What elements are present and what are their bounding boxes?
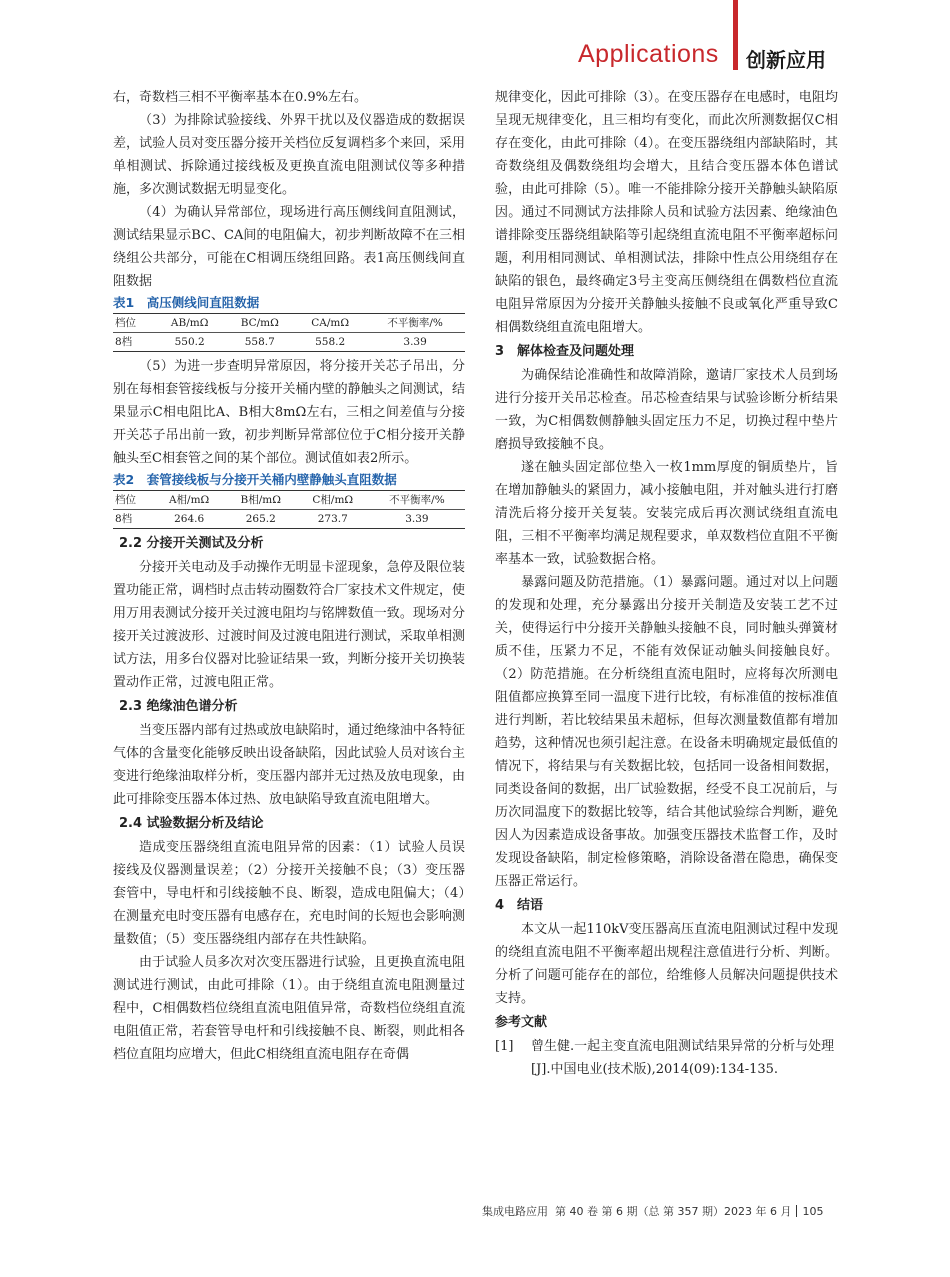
table-header-cell: 档位 [113,491,153,510]
references-heading: 参考文献 [495,1015,548,1030]
table-cell: 265.2 [225,510,297,529]
reference-number: [1] [495,1039,514,1054]
table-cell: 3.39 [365,333,465,352]
table-header-cell: AB/mΩ [155,314,225,333]
table-cell: 558.2 [295,333,365,352]
paragraph: 暴露问题及防范措施。（1）暴露问题。通过对以上问题的发现和处理，充分暴露出分接开关制造及安装工艺不过关，使得运行中分接开关静触头接触不良，同时触头弹簧材质不佳，压紧力不足，不能有效保证动触头间接触良好。（2）防范措施。在分析绕组直流电阻时，应将每次所测电阻值都应换算至同一温度下进行比较，有标准值的按标准值进行判断，若比较结果虽未超标，但每次测量数值都有增加趋势，这种情况也须引起注意。在设备未明确规定最低值的情况下，将结果与有关数据比较，包括同一设备相间数据，同类设备间的数据，出厂试验数据，经受不良工况前后，与历次同温度下的数据比较等，结合其他试验综合判断，避免因人为因素造成设备事故。加强变压器技术监督工作，及时发现设备缺陷，制定检修策略，消除设备潜在隐患，确保变压器正常运行。 [495,575,838,889]
paragraph: 右，奇数档三相不平衡率基本在0.9%左右。 [113,90,368,105]
table1-caption: 表1 高压侧线间直阻数据 [113,295,260,310]
section-heading: 2.3 绝缘油色谱分析 [119,699,238,714]
reference-item [495,1035,838,1081]
table-header-cell: A相/mΩ [153,491,225,510]
table-row [113,333,465,352]
reference-text: 曾生健.一起主变直流电阻测试结果异常的分析与处理[J].中国电业(技术版),2014(09):134-135. [531,1039,835,1077]
table-header-cell: B相/mΩ [225,491,297,510]
table2 [113,490,465,529]
table-cell: 558.7 [224,333,295,352]
section-heading: 2.4 试验数据分析及结论 [119,816,264,831]
paragraph: 规律变化，因此可排除（3）。在变压器存在电感时，电阻均呈现无规律变化，且三相均有变化，而此次所测数据仅C相存在变化，由此可排除（4）。在变压器绕组内部缺陷时，其奇数绕组及偶数绕组均会增大，且结合变压器本体色谱试验，由此可排除（5）。唯一不能排除分接开关静触头缺陷原因。通过不同测试方法排除人员和试验方法因素、绝缘油色谱排除变压器绕组缺陷等引起绕组直流电阻不平衡率超标问题，利用相同测试、单相测试法，排除中性点公用绕组存在缺陷的银色，最终确定3号主变高压侧绕组在偶数档位直流电阻异常原因为分接开关静触头接触不良或氧化严重导致C相偶数绕组直流电阻增大。 [495,90,838,335]
table-row [113,510,465,529]
table2-caption: 表2 套管接线板与分接开关桶内壁静触头直阻数据 [113,472,397,487]
table1 [113,313,465,352]
table-header-cell: CA/mΩ [295,314,365,333]
paragraph: 分接开关电动及手动操作无明显卡涩现象，急停及限位装置功能正常，调档时点击转动圈数符合厂家技术文件规定，使用万用表测试分接开关过渡电阻均与铭牌数值一致。现场对分接开关过渡波形、过渡时间及过渡电阻进行测试，采取单相测试方法，用多台仪器对比验证结果一致，判断分接开关切换装置动作正常，过渡电阻正常。 [113,560,465,690]
left-column [113,86,465,1066]
paragraph: 为确保结论准确性和故障消除，邀请厂家技术人员到场进行分接开关吊芯检查。吊芯检查结果与试验诊断分析结果一致，为C相偶数侧静触头固定压力不足，切换过程中垫片磨损导致接触不良。 [495,368,838,452]
issue-info: 第 40 卷 第 6 期（总 第 357 期）2023 年 6 月 [555,1205,792,1218]
footer-divider [796,1205,797,1217]
table-cell: 8档 [113,333,155,352]
paragraph: （5）为进一步查明异常原因，将分接开关芯子吊出，分别在每相套管接线板与分接开关桶内壁的静触头之间测试，结果显示C相电阻比A、B相大8mΩ左右，三相之间差值与分接开关芯子吊出前一致，初步判断异常部位位于C相分接开关静触头至C相套管之间的某个部位。测试值如表2所示。 [113,359,465,466]
paragraph: （3）为排除试验接线、外界干扰以及仪器造成的数据误差，试验人员对变压器分接开关档位反复调档多个来回，采用单相测试、拆除通过接线板及更换直流电阻测试仪等多种措施，多次测试数据无明显变化。 [113,113,465,197]
paragraph: 由于试验人员多次对次变压器进行试验，且更换直流电阻测试进行测试，由此可排除（1）。由于绕组直流电阻测量过程中，C相偶数档位绕组直流电阻值异常，奇数档位绕组直流电阻值正常，若套管导电杆和引线接触不良、断裂，则此相各档位直阻均应增大，但此C相绕组直流电阻存在奇偶 [113,955,465,1062]
section-label-cn: 创新应用 [746,48,826,72]
paragraph: 造成变压器绕组直流电阻异常的因素：（1）试验人员误接线及仪器测量误差；（2）分接开关接触不良；（3）变压器套管中，导电杆和引线接触不良、断裂，造成电阻偏大；（4）在测量充电时变压器有电感存在，充电时间的长短也会影响测量数值；（5）变压器绕组内部存在共性缺陷。 [113,840,465,947]
section-heading: 3 解体检查及问题处理 [495,344,635,359]
table-header-cell: C相/mΩ [297,491,369,510]
paragraph: 遂在触头固定部位垫入一枚1mm厚度的铜质垫片，旨在增加静触头的紧固力，减小接触电阻，并对触头进行打磨清洗后将分接开关复装。安装完成后再次测试绕组直流电阻，三相不平衡率均满足规程要求，单双数档位直阻不平衡率基本一致，试验数据合格。 [495,460,838,567]
table-cell: 273.7 [297,510,369,529]
table-header-cell: BC/mΩ [224,314,295,333]
paragraph: 当变压器内部有过热或放电缺陷时，通过绝缘油中各特征气体的含量变化能够反映出设备缺陷，因此试验人员对该台主变进行绝缘油取样分析，变压器内部并无过热及放电现象，由此可排除变压器本体过热、放电缺陷导致直流电阻增大。 [113,723,465,807]
table-cell: 3.39 [369,510,465,529]
table-header-row [113,314,465,333]
section-label-en: Applications [578,40,719,68]
page-number: 105 [802,1205,824,1218]
table-header-cell: 不平衡率/% [365,314,465,333]
section-heading: 2.2 分接开关测试及分析 [119,536,264,551]
table-cell: 8档 [113,510,153,529]
section-heading: 4 结语 [495,898,544,913]
paragraph: 本文从一起110kV变压器高压直流电阻测试过程中发现的绕组直流电阻不平衡率超出规程注意值进行分析、判断。分析了问题可能存在的部位，给维修人员解决问题提供技术支持。 [495,922,838,1006]
table-header-cell: 档位 [113,314,155,333]
journal-name: 集成电路应用 [482,1205,548,1218]
paragraph: （4）为确认异常部位，现场进行高压侧线间直阻测试，测试结果显示BC、CA间的电阻偏大，初步判断故障不在三相绕组公共部分，可能在C相调压绕组回路。表1高压侧线间直阻数据 [113,205,465,289]
table-cell: 264.6 [153,510,225,529]
table-header-cell: 不平衡率/% [369,491,465,510]
header-accent-bar [733,0,738,70]
right-column [495,86,838,1081]
table-cell: 550.2 [155,333,225,352]
page-footer [482,1203,823,1219]
table-header-row [113,491,465,510]
